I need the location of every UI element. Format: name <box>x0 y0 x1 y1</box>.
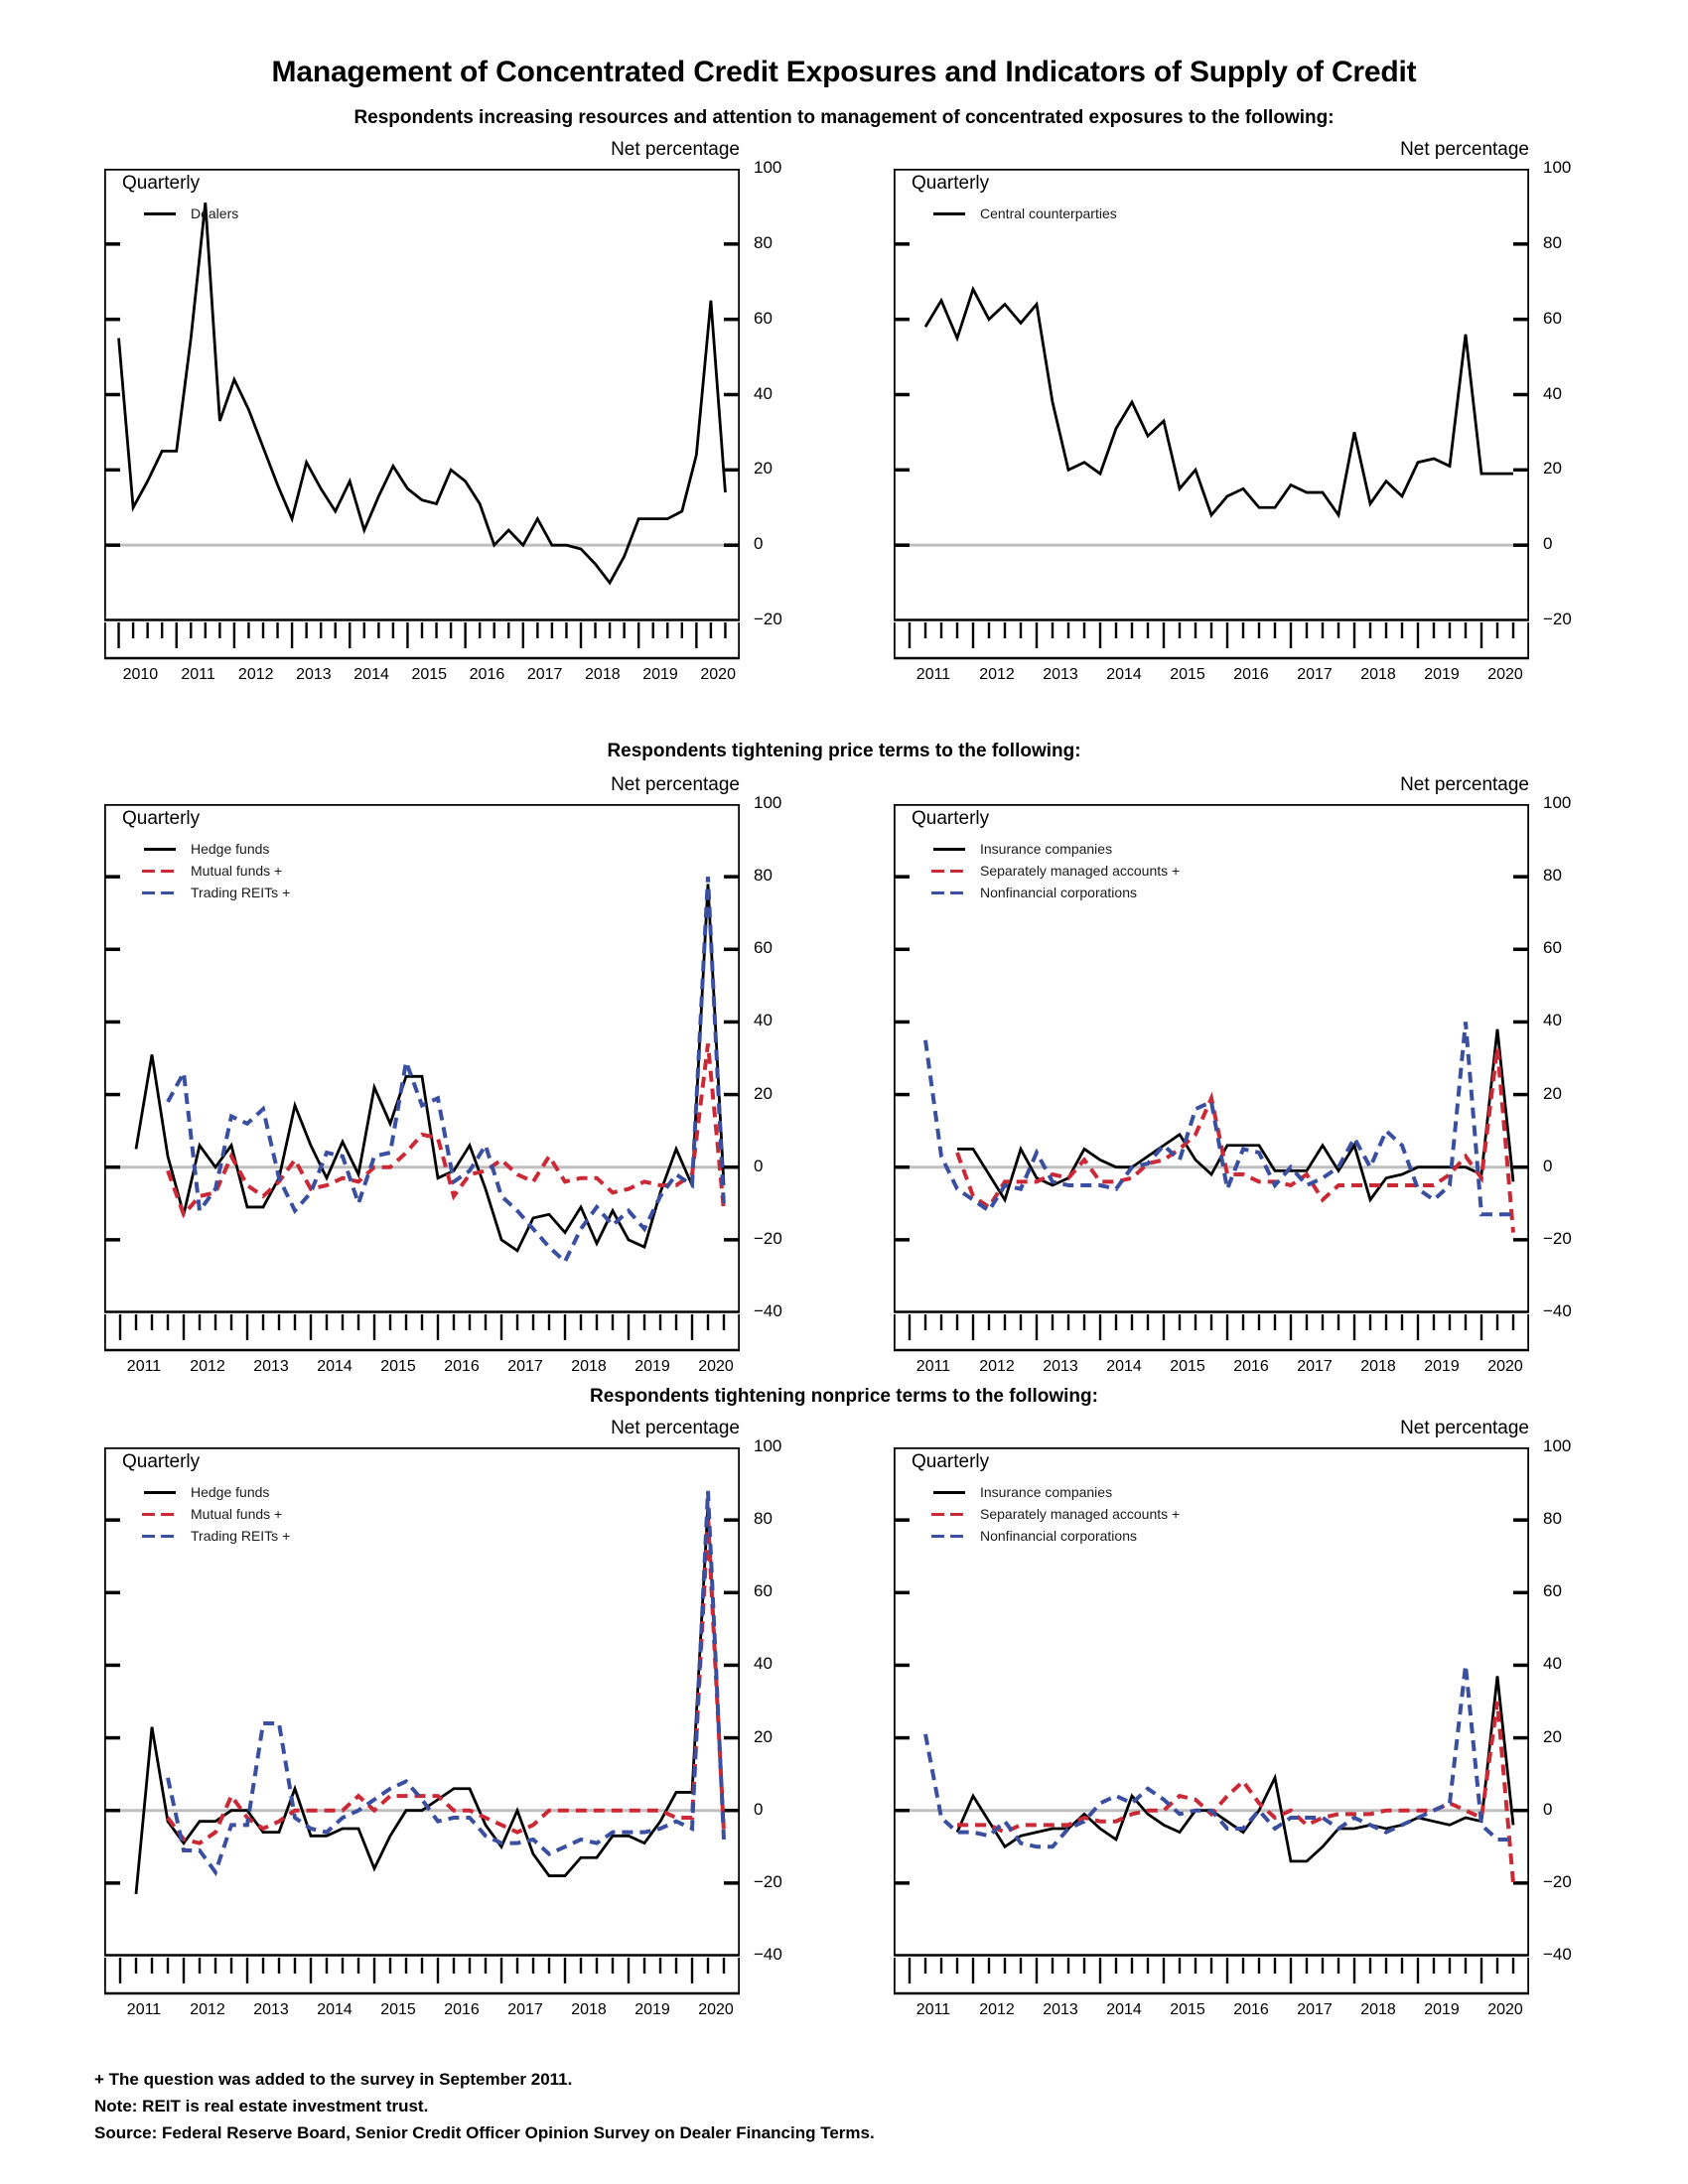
legend-swatch-icon <box>931 1486 969 1498</box>
y-tick-label: −20 <box>754 1871 782 1891</box>
series-line <box>957 1047 1513 1233</box>
x-tick-label: 2018 <box>1360 666 1396 683</box>
legend-label: Nonfinancial corporations <box>980 885 1137 900</box>
x-tick-label: 2016 <box>469 666 505 683</box>
y-tick-label: 40 <box>754 383 773 403</box>
x-tick-label: 2015 <box>1170 2001 1205 2018</box>
x-tick-label: 2011 <box>915 1358 951 1375</box>
y-tick-label: 0 <box>1543 534 1553 554</box>
y-tick-label: 80 <box>754 866 773 886</box>
x-tick-label: 2014 <box>317 1358 352 1375</box>
y-tick-label: 100 <box>1543 1436 1572 1455</box>
x-tick-label: 2013 <box>1043 1358 1078 1375</box>
x-tick-label: 2017 <box>507 1358 543 1375</box>
y-tick-label: 80 <box>754 232 773 252</box>
x-tick-label: 2015 <box>380 2001 416 2018</box>
legend-swatch-icon <box>931 865 969 877</box>
x-tick-label: 2019 <box>1424 2001 1460 2018</box>
x-tick-label: 2020 <box>698 1358 734 1375</box>
series-line <box>925 289 1513 514</box>
y-tick-label: −40 <box>1543 1301 1572 1320</box>
legend-dealers <box>142 203 238 224</box>
y-tick-label: −20 <box>1543 610 1572 628</box>
x-tick-label: 2019 <box>642 666 678 683</box>
x-tick-label: 2018 <box>1360 2001 1396 2018</box>
chart-panel-price-terms-hedge <box>104 774 782 1375</box>
y-tick-label: 80 <box>1543 232 1562 252</box>
legend-label: Nonfinancial corporations <box>980 1528 1137 1544</box>
frequency-label: Quarterly <box>122 1451 201 1472</box>
x-tick-label: 2010 <box>122 666 159 683</box>
x-tick-label: 2019 <box>634 2001 670 2018</box>
series-line <box>957 1702 1513 1883</box>
x-tick-label: 2014 <box>1106 1358 1142 1375</box>
legend-swatch-icon <box>931 1508 969 1520</box>
legend-label: Trading REITs + <box>191 885 291 900</box>
x-tick-label: 2020 <box>1487 666 1523 683</box>
axis-title-net-percentage: Net percentage <box>611 774 740 795</box>
legend-swatch-icon <box>142 843 180 855</box>
y-tick-label: 60 <box>754 308 773 328</box>
x-tick-label: 2013 <box>296 666 332 683</box>
x-tick-label: 2012 <box>979 1358 1015 1375</box>
legend-nonprice-terms-hedge <box>142 1481 290 1547</box>
x-tick-label: 2016 <box>444 1358 480 1375</box>
y-tick-label: 20 <box>754 459 773 478</box>
x-tick-label: 2018 <box>571 1358 607 1375</box>
legend-swatch-icon <box>142 1530 180 1542</box>
legend-item <box>931 1503 1180 1525</box>
y-tick-label: 40 <box>1543 1011 1562 1030</box>
y-tick-label: 20 <box>1543 459 1562 478</box>
x-tick-label: 2011 <box>126 2001 162 2018</box>
y-tick-label: 80 <box>754 1509 773 1529</box>
y-tick-label: 100 <box>754 1436 782 1455</box>
x-tick-label: 2012 <box>979 666 1015 683</box>
legend-label: Separately managed accounts + <box>980 1506 1181 1522</box>
legend-item <box>142 203 238 224</box>
y-tick-label: 60 <box>1543 938 1562 958</box>
x-tick-label: 2011 <box>126 1358 162 1375</box>
x-tick-label: 2014 <box>1106 2001 1142 2018</box>
x-tick-label: 2016 <box>1233 666 1269 683</box>
x-tick-label: 2018 <box>585 666 621 683</box>
x-tick-label: 2018 <box>1360 1358 1396 1375</box>
x-tick-label: 2016 <box>1233 1358 1269 1375</box>
y-tick-label: 20 <box>754 1083 773 1103</box>
y-tick-label: 60 <box>1543 308 1562 328</box>
legend-swatch-icon <box>931 843 969 855</box>
plot-area-dealers <box>104 169 740 662</box>
y-tick-label: 60 <box>1543 1581 1562 1601</box>
page-title: Management of Concentrated Credit Exposures and Indicators of Supply of Credit <box>271 56 1417 88</box>
axis-title-net-percentage: Net percentage <box>1400 774 1529 795</box>
legend-item <box>142 1525 290 1547</box>
plot-area-central-counterparties <box>894 169 1529 662</box>
y-tick-label: 100 <box>754 793 782 812</box>
x-tick-label: 2015 <box>380 1358 416 1375</box>
section-heading-3: Respondents tightening nonprice terms to the following: <box>590 1386 1098 1407</box>
x-tick-label: 2013 <box>253 2001 289 2018</box>
legend-item <box>931 203 1117 224</box>
x-tick-label: 2017 <box>1297 2001 1333 2018</box>
legend-item <box>931 1525 1180 1547</box>
x-tick-label: 2019 <box>1424 1358 1460 1375</box>
legend-swatch-icon <box>142 865 180 877</box>
chart-panel-central-counterparties <box>894 139 1572 683</box>
series-line <box>119 203 726 583</box>
x-tick-label: 2012 <box>237 666 274 683</box>
y-tick-label: 0 <box>754 1799 764 1819</box>
legend-item <box>142 838 290 860</box>
legend-item <box>142 1481 290 1503</box>
section-heading-2: Respondents tightening price terms to the following: <box>607 741 1081 761</box>
y-tick-label: 40 <box>1543 383 1562 403</box>
x-tick-label: 2018 <box>571 2001 607 2018</box>
x-tick-label: 2020 <box>698 2001 734 2018</box>
legend-label: Insurance companies <box>980 841 1113 857</box>
x-tick-label: 2015 <box>1170 666 1205 683</box>
legend-item <box>142 860 290 882</box>
frequency-label: Quarterly <box>122 173 201 194</box>
footnote-plus: + The question was added to the survey in September 2011. <box>94 2070 573 2089</box>
legend-label: Separately managed accounts + <box>980 863 1181 879</box>
x-tick-label: 2013 <box>253 1358 289 1375</box>
x-tick-label: 2015 <box>1170 1358 1205 1375</box>
series-line <box>168 1043 724 1214</box>
footnote-source: Source: Federal Reserve Board, Senior Credit Officer Opinion Survey on Dealer Financing Terms. <box>94 2123 875 2142</box>
legend-swatch-icon <box>142 1486 180 1498</box>
y-tick-label: 60 <box>754 1581 773 1601</box>
x-tick-label: 2020 <box>700 666 736 683</box>
x-tick-label: 2012 <box>979 2001 1015 2018</box>
y-tick-label: −40 <box>754 1945 782 1964</box>
y-tick-label: −20 <box>754 1228 782 1248</box>
x-tick-label: 2020 <box>1487 1358 1523 1375</box>
legend-swatch-icon <box>142 887 180 898</box>
x-tick-label: 2013 <box>1043 2001 1078 2018</box>
footnotes <box>94 2066 875 2146</box>
y-tick-label: −20 <box>1543 1871 1572 1891</box>
x-tick-label: 2017 <box>507 2001 543 2018</box>
y-tick-label: 80 <box>1543 1509 1562 1529</box>
legend-nonprice-terms-insurance <box>931 1481 1180 1547</box>
y-tick-label: −40 <box>754 1301 782 1320</box>
y-tick-label: 20 <box>754 1726 773 1746</box>
legend-price-terms-hedge <box>142 838 290 903</box>
axis-title-net-percentage: Net percentage <box>1400 1418 1529 1438</box>
series-line <box>957 1676 1513 1861</box>
x-tick-label: 2013 <box>1043 666 1078 683</box>
legend-swatch-icon <box>931 1530 969 1542</box>
legend-label: Trading REITs + <box>191 1528 291 1544</box>
x-tick-label: 2012 <box>190 2001 225 2018</box>
axis-title-net-percentage: Net percentage <box>611 1418 740 1438</box>
y-tick-label: 80 <box>1543 866 1562 886</box>
legend-swatch-icon <box>931 207 969 219</box>
legend-price-terms-insurance <box>931 838 1180 903</box>
x-tick-label: 2017 <box>1297 666 1333 683</box>
x-tick-label: 2017 <box>1297 1358 1333 1375</box>
x-tick-label: 2019 <box>634 1358 670 1375</box>
x-tick-label: 2017 <box>526 666 563 683</box>
legend-item <box>931 838 1180 860</box>
y-tick-label: 0 <box>1543 1799 1553 1819</box>
x-tick-label: 2019 <box>1424 666 1460 683</box>
legend-swatch-icon <box>931 887 969 898</box>
x-tick-label: 2011 <box>915 2001 951 2018</box>
chart-panel-dealers <box>104 139 782 683</box>
axis-title-net-percentage: Net percentage <box>1400 139 1529 160</box>
legend-item <box>931 882 1180 903</box>
chart-panel-nonprice-terms-insurance <box>894 1418 1572 2018</box>
y-tick-label: 0 <box>1543 1156 1553 1175</box>
chart-panel-price-terms-insurance <box>894 774 1572 1375</box>
legend-item <box>931 860 1180 882</box>
legend-item <box>931 1481 1180 1503</box>
y-tick-label: −20 <box>1543 1228 1572 1248</box>
y-tick-label: −20 <box>754 610 782 628</box>
y-tick-label: −40 <box>1543 1945 1572 1964</box>
series-line <box>136 1506 724 1894</box>
legend-swatch-icon <box>142 207 180 219</box>
series-line <box>168 877 724 1262</box>
x-tick-label: 2014 <box>353 666 389 683</box>
y-tick-label: 60 <box>754 938 773 958</box>
legend-swatch-icon <box>142 1508 180 1520</box>
y-tick-label: 100 <box>1543 793 1572 812</box>
frequency-label: Quarterly <box>912 1451 990 1472</box>
legend-label: Mutual funds + <box>191 1506 283 1522</box>
legend-label: Insurance companies <box>980 1484 1113 1500</box>
series-line <box>136 884 724 1250</box>
legend-item <box>142 1503 290 1525</box>
legend-label: Dealers <box>191 205 239 221</box>
y-tick-label: 0 <box>754 534 764 554</box>
x-tick-label: 2011 <box>915 666 951 683</box>
footnote-note: Note: REIT is real estate investment trust. <box>94 2097 429 2116</box>
x-tick-label: 2015 <box>411 666 448 683</box>
frequency-label: Quarterly <box>122 808 201 829</box>
chart-panel-nonprice-terms-hedge <box>104 1418 782 2018</box>
frequency-label: Quarterly <box>912 808 990 829</box>
legend-label: Hedge funds <box>191 1484 270 1500</box>
legend-label: Mutual funds + <box>191 863 283 879</box>
legend-item <box>142 882 290 903</box>
legend-label: Hedge funds <box>191 841 270 857</box>
y-tick-label: 40 <box>754 1011 773 1030</box>
x-tick-label: 2016 <box>444 2001 480 2018</box>
legend-central-counterparties <box>931 203 1117 224</box>
axis-title-net-percentage: Net percentage <box>611 139 740 160</box>
x-tick-label: 2014 <box>1106 666 1142 683</box>
x-tick-label: 2020 <box>1487 2001 1523 2018</box>
frequency-label: Quarterly <box>912 173 990 194</box>
x-tick-label: 2012 <box>190 1358 225 1375</box>
y-tick-label: 100 <box>1543 158 1572 177</box>
y-tick-label: 0 <box>754 1156 764 1175</box>
y-tick-label: 40 <box>754 1654 773 1674</box>
section-heading-1: Respondents increasing resources and attention to management of concentrated exposures to the following: <box>353 107 1335 128</box>
y-tick-label: 20 <box>1543 1083 1562 1103</box>
y-tick-label: 20 <box>1543 1726 1562 1746</box>
x-tick-label: 2011 <box>181 666 215 683</box>
x-tick-label: 2014 <box>317 2001 352 2018</box>
y-tick-label: 40 <box>1543 1654 1562 1674</box>
x-tick-label: 2016 <box>1233 2001 1269 2018</box>
legend-label: Central counterparties <box>980 205 1117 221</box>
y-tick-label: 100 <box>754 158 782 177</box>
